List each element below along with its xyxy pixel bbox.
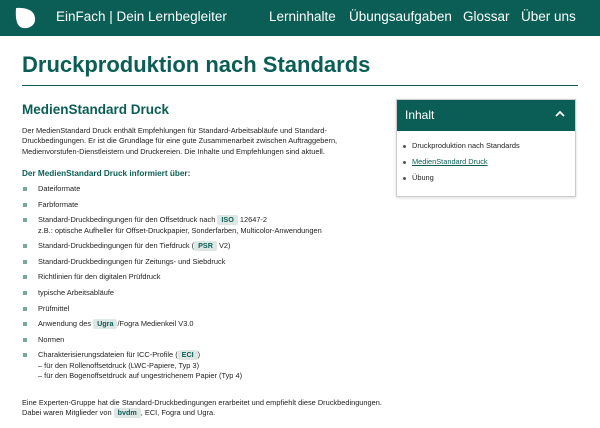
toc-item-uebung[interactable]: Übung (403, 173, 520, 183)
list-item: Charakterisierungsdateien für ICC-Profile ( ECI ) – für den Rollenoffsetdruck (LWC-Papiere, Typ 3) – für den Bogenoffsetdruck auf ungestrichenem Papier (Typ 4) (22, 350, 382, 381)
list-item-subtext: – für den Rollenoffsetdruck (LWC-Papiere, Typ 3) (38, 360, 200, 370)
list-item: Dateiformate (22, 184, 382, 195)
list-item: Standard-Druckbedingungen für den Offsetdruck nach ISO 12647-2 z.B.: optische Aufheller für Offset-Druckpapier, Sonderfarben, Multicolor-Anwendungen (22, 215, 382, 236)
brand-title[interactable]: EinFach | Dein Lernbegleiter (56, 9, 227, 24)
nav-ueber-uns[interactable]: Über uns (521, 9, 576, 24)
nav-glossar[interactable]: Glossar (463, 9, 510, 24)
list-item: Standard-Druckbedingungen für Zeitungs- und Siebdruck (22, 257, 382, 268)
list-item: Anwendung des Ugra /Fogra Medienkeil V3.0 (22, 319, 382, 330)
outro-paragraph: Eine Experten-Gruppe hat die Standard-Druckbedingungen erarbeitet und empfiehlt diese Druckbedingungen. Dabei waren Mitglieder von bvdm , ECI, Fogra und Ugra. (22, 398, 382, 418)
list-item: Prüfmittel (22, 304, 382, 315)
glossary-tag-ugra[interactable]: Ugra (93, 319, 117, 329)
list-item-subtext: z.B.: optische Aufheller für Offset-Druckpapier, Sonderfarben, Multicolor-Anwendungen (38, 225, 322, 235)
list-item: Normen (22, 335, 382, 346)
list-item: Richtlinien für den digitalen Prüfdruck (22, 272, 382, 283)
toc-item-druckproduktion[interactable]: Druckproduktion nach Standards (403, 141, 520, 151)
topic-list (22, 184, 382, 387)
toc-header[interactable] (397, 100, 575, 131)
nav-lerninhalte[interactable]: Lerninhalte (269, 9, 336, 24)
toc-title: Inhalt (405, 108, 435, 122)
glossary-tag-iso[interactable]: ISO (217, 215, 237, 225)
list-heading: Der MedienStandard Druck informiert über: (22, 169, 191, 178)
list-item: Standard-Druckbedingungen für den Tiefdruck ( PSR V2) (22, 241, 382, 252)
list-item: typische Arbeitsabläufe (22, 288, 382, 299)
list-item-subtext: – für den Bogenoffsetdruck auf ungestrichenem Papier (Typ 4) (38, 371, 243, 381)
glossary-tag-bvdm[interactable]: bvdm (114, 408, 141, 418)
toc-list (403, 141, 520, 189)
toc-item-medienstandard[interactable]: MedienStandard Druck (403, 157, 520, 167)
list-item: Farbformate (22, 200, 382, 211)
table-of-contents (396, 99, 576, 197)
title-divider (22, 85, 578, 86)
chevron-up-icon[interactable] (555, 109, 565, 119)
glossary-tag-eci[interactable]: ECI (178, 350, 198, 360)
leaf-icon[interactable] (12, 4, 38, 30)
section-title: MedienStandard Druck (22, 102, 170, 117)
top-navigation-bar (0, 0, 600, 36)
intro-paragraph: Der MedienStandard Druck enthält Empfehlungen für Standard-Arbeitsabläufe und Standard-Druckbedingungen. Er ist die Grundlage für eine gute Zusammenarbeit zwischen Auftraggebern, Medienvorstufen-Dienstleistern und Druckereien. Die Inhalte und Empfehlungen sind aktuell. (22, 126, 338, 156)
glossary-tag-psr[interactable]: PSR (194, 241, 217, 251)
nav-uebungsaufgaben[interactable]: Übungsaufgaben (349, 9, 452, 24)
page-title: Druckproduktion nach Standards (22, 52, 371, 77)
